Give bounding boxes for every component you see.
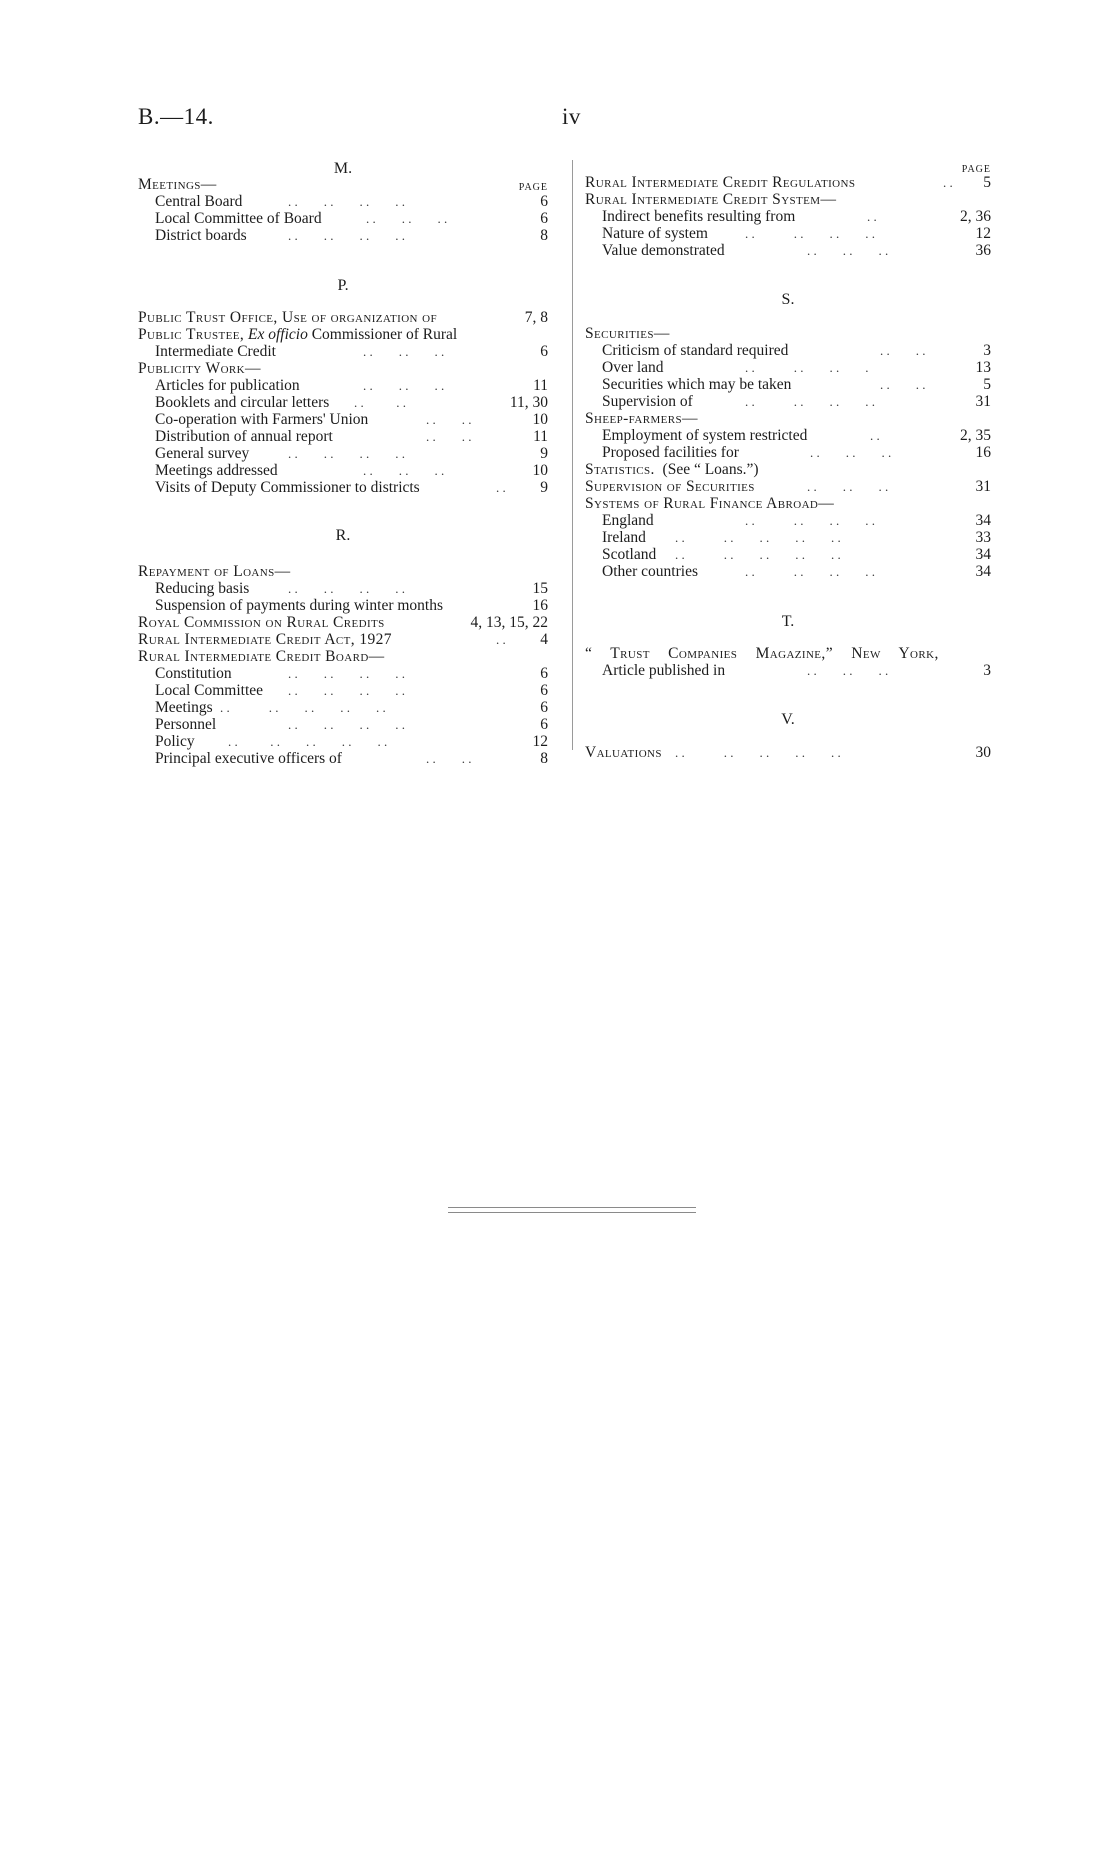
index-entry: Indirect benefits resulting from . . 2, 36 xyxy=(602,208,991,225)
index-entry: Rural Intermediate Credit Act, 1927 . . 4 xyxy=(138,631,548,648)
index-entry: Distribution of annual report . . . . 11 xyxy=(155,428,548,445)
index-entry: Public Trust Office, Use of organization of 7, 8 xyxy=(138,309,548,326)
index-entry: Securities which may be taken . . . . 5 xyxy=(602,376,991,393)
index-entry: Principal executive officers of . . . . 8 xyxy=(155,750,548,767)
index-entry: Meetings— xyxy=(138,176,217,193)
index-entry: Proposed facilities for . . . . . . 16 xyxy=(602,444,991,461)
index-entry: England . . . . . . . . 34 xyxy=(602,512,991,529)
document-code: B.—14. xyxy=(138,104,214,129)
page-number: iv xyxy=(562,104,581,129)
closing-double-rule xyxy=(448,1207,696,1213)
index-entry: Rural Intermediate Credit System— xyxy=(585,191,837,208)
index-entry: Sheep-farmers— xyxy=(585,410,698,427)
index-entry: Article published in . . . . . . 3 xyxy=(602,662,991,679)
index-entry: Valuations . . . . . . . . . . 30 xyxy=(585,744,991,761)
index-entry: Personnel . . . . . . . . 6 xyxy=(155,716,548,733)
index-entry: Meetings . . . . . . . . . . 6 xyxy=(155,699,548,716)
index-entry: Intermediate Credit . . . . . . 6 xyxy=(155,343,548,360)
index-entry: Securities— xyxy=(585,325,670,342)
index-entry: Rural Intermediate Credit Regulations . . 5 xyxy=(585,174,991,191)
index-entry: Over land . . . . . . . 13 xyxy=(602,359,991,376)
index-entry: Nature of system . . . . . . . . 12 xyxy=(602,225,991,242)
index-entry: Systems of Rural Finance Abroad— xyxy=(585,495,835,512)
index-entry: District boards . . . . . . . . 8 xyxy=(155,227,548,244)
index-entry: Statistics. (See “ Loans.”) xyxy=(585,461,759,478)
index-entry: Booklets and circular letters . . . . 11, 30 xyxy=(155,394,548,411)
index-entry: Local Committee of Board . . . . . . 6 xyxy=(155,210,548,227)
section-letter-s: S. xyxy=(781,291,795,308)
index-entry: Meetings addressed . . . . . . 10 xyxy=(155,462,548,479)
index-entry: Criticism of standard required . . . . 3 xyxy=(602,342,991,359)
index-entry: Policy . . . . . . . . . . 12 xyxy=(155,733,548,750)
column-divider xyxy=(572,160,573,750)
index-entry: Local Committee . . . . . . . . 6 xyxy=(155,682,548,699)
index-entry: Visits of Deputy Commissioner to districts . . 9 xyxy=(155,479,548,496)
index-entry: Repayment of Loans— xyxy=(138,563,291,580)
section-letter-t: T. xyxy=(781,613,795,630)
index-entry: Supervision of . . . . . . . . 31 xyxy=(602,393,991,410)
page-column-label: PAGE xyxy=(518,182,548,193)
page-column-label: PAGE xyxy=(961,164,991,175)
index-entry: Supervision of Securities . . . . . . 31 xyxy=(585,478,991,495)
index-entry: Publicity Work— xyxy=(138,360,261,377)
index-entry: Suspension of payments during winter months 16 xyxy=(155,597,548,614)
section-letter-v: V. xyxy=(781,711,795,728)
index-entry: Other countries . . . . . . . . 34 xyxy=(602,563,991,580)
index-entry: General survey . . . . . . . . 9 xyxy=(155,445,548,462)
index-entry: Ireland . . . . . . . . . . 33 xyxy=(602,529,991,546)
index-entry: Public Trustee, Ex officio Commissioner of Rural xyxy=(138,326,458,343)
index-entry: Employment of system restricted . . 2, 35 xyxy=(602,427,991,444)
index-entry: Value demonstrated . . . . . . 36 xyxy=(602,242,991,259)
index-entry: Reducing basis . . . . . . . . 15 xyxy=(155,580,548,597)
index-entry: Co-operation with Farmers' Union . . . . 10 xyxy=(155,411,548,428)
section-letter-r: R. xyxy=(335,527,351,544)
index-entry: Scotland . . . . . . . . . . 34 xyxy=(602,546,991,563)
index-entry: “ Trust Companies Magazine,” New York, xyxy=(585,645,939,662)
index-entry: Constitution . . . . . . . . 6 xyxy=(155,665,548,682)
section-letter-m: M. xyxy=(333,160,353,177)
index-entry: Articles for publication . . . . . . 11 xyxy=(155,377,548,394)
index-entry: Rural Intermediate Credit Board— xyxy=(138,648,385,665)
index-entry: Central Board . . . . . . . . 6 xyxy=(155,193,548,210)
section-letter-p: P. xyxy=(337,277,349,294)
index-entry: Royal Commission on Rural Credits 4, 13, 15, 22 xyxy=(138,614,548,631)
